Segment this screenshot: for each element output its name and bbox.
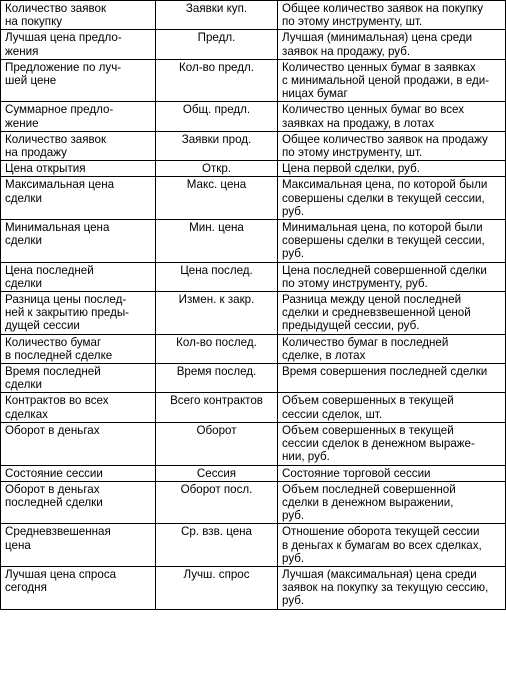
param-abbr-cell: Кол-во предл. — [156, 59, 278, 102]
param-abbr-cell: Заявки прод. — [156, 131, 278, 160]
table-row — [1, 262, 506, 291]
param-description-cell: Время совершения последней сделки — [278, 364, 506, 393]
param-abbr-cell: Ср. взв. цена — [156, 524, 278, 567]
param-name-cell: Суммарное предло- жение — [1, 102, 156, 131]
param-description-cell: Общее количество заявок на продажу по этому инструменту, шт. — [278, 131, 506, 160]
param-description-cell: Объем совершенных в текущей сессии сделок, шт. — [278, 393, 506, 422]
param-abbr-cell: Откр. — [156, 161, 278, 177]
param-abbr-cell: Оборот — [156, 422, 278, 465]
param-abbr-cell: Мин. цена — [156, 220, 278, 263]
param-name-cell: Средневзвешенная цена — [1, 524, 156, 567]
param-name-cell: Лучшая цена предло- жения — [1, 30, 156, 59]
param-name-cell: Минимальная цена сделки — [1, 220, 156, 263]
table-row — [1, 1, 506, 30]
param-abbr-cell: Предл. — [156, 30, 278, 59]
param-abbr-cell: Макс. цена — [156, 177, 278, 220]
param-description-cell: Общее количество заявок на покупку по этому инструменту, шт. — [278, 1, 506, 30]
param-name-cell: Максимальная цена сделки — [1, 177, 156, 220]
param-description-cell: Количество ценных бумаг в заявках с минимальной ценой продажи, в еди- ницах бумаг — [278, 59, 506, 102]
param-abbr-cell: Общ. предл. — [156, 102, 278, 131]
param-name-cell: Оборот в деньгах последней сделки — [1, 481, 156, 524]
param-description-cell: Количество ценных бумаг во всех заявках на продажу, в лотах — [278, 102, 506, 131]
table-row — [1, 364, 506, 393]
table-row — [1, 30, 506, 59]
table-row — [1, 524, 506, 567]
param-name-cell: Разница цены послед- ней к закрытию преды- дущей сессии — [1, 292, 156, 335]
table-row — [1, 220, 506, 263]
param-description-cell: Состояние торговой сессии — [278, 465, 506, 481]
param-name-cell: Предложение по луч- шей цене — [1, 59, 156, 102]
param-description-cell: Минимальная цена, по которой были совершены сделки в текущей сессии, руб. — [278, 220, 506, 263]
param-description-cell: Цена первой сделки, руб. — [278, 161, 506, 177]
param-description-cell: Лучшая (максимальная) цена среди заявок на покупку за текущую сессию, руб. — [278, 566, 506, 609]
param-name-cell: Оборот в деньгах — [1, 422, 156, 465]
param-name-cell: Количество заявок на продажу — [1, 131, 156, 160]
table-row — [1, 131, 506, 160]
param-description-cell: Отношение оборота текущей сессии в деньгах к бумагам во всех сделках, руб. — [278, 524, 506, 567]
table-row — [1, 177, 506, 220]
param-abbr-cell: Кол-во послед. — [156, 334, 278, 363]
param-description-cell: Разница между ценой последней сделки и средневзвешенной ценой предыдущей сессии, руб. — [278, 292, 506, 335]
param-description-cell: Лучшая (минимальная) цена среди заявок на продажу, руб. — [278, 30, 506, 59]
table-row — [1, 161, 506, 177]
param-description-cell: Объем совершенных в текущей сессии сделок в денежном выраже- нии, руб. — [278, 422, 506, 465]
table-row — [1, 292, 506, 335]
table-row — [1, 422, 506, 465]
param-name-cell: Количество заявок на покупку — [1, 1, 156, 30]
table-row — [1, 393, 506, 422]
param-description-cell: Максимальная цена, по которой были совершены сделки в текущей сессии, руб. — [278, 177, 506, 220]
param-name-cell: Цена последней сделки — [1, 262, 156, 291]
param-abbr-cell: Всего контрактов — [156, 393, 278, 422]
param-abbr-cell: Измен. к закр. — [156, 292, 278, 335]
param-abbr-cell: Лучш. спрос — [156, 566, 278, 609]
param-description-cell: Объем последней совершенной сделки в денежном выражении, руб. — [278, 481, 506, 524]
table-row — [1, 566, 506, 609]
param-name-cell: Цена открытия — [1, 161, 156, 177]
param-name-cell: Лучшая цена спроса сегодня — [1, 566, 156, 609]
param-name-cell: Состояние сессии — [1, 465, 156, 481]
table-row — [1, 102, 506, 131]
table-row — [1, 465, 506, 481]
param-description-cell: Количество бумаг в последней сделке, в лотах — [278, 334, 506, 363]
param-name-cell: Контрактов во всех сделках — [1, 393, 156, 422]
param-abbr-cell: Сессия — [156, 465, 278, 481]
table-row — [1, 334, 506, 363]
parameters-table-body — [1, 1, 506, 610]
table-row — [1, 59, 506, 102]
table-row — [1, 481, 506, 524]
param-name-cell: Время последней сделки — [1, 364, 156, 393]
param-abbr-cell: Заявки куп. — [156, 1, 278, 30]
param-description-cell: Цена последней совершенной сделки по этому инструменту, руб. — [278, 262, 506, 291]
param-name-cell: Количество бумаг в последней сделке — [1, 334, 156, 363]
param-abbr-cell: Время послед. — [156, 364, 278, 393]
param-abbr-cell: Цена послед. — [156, 262, 278, 291]
param-abbr-cell: Оборот посл. — [156, 481, 278, 524]
